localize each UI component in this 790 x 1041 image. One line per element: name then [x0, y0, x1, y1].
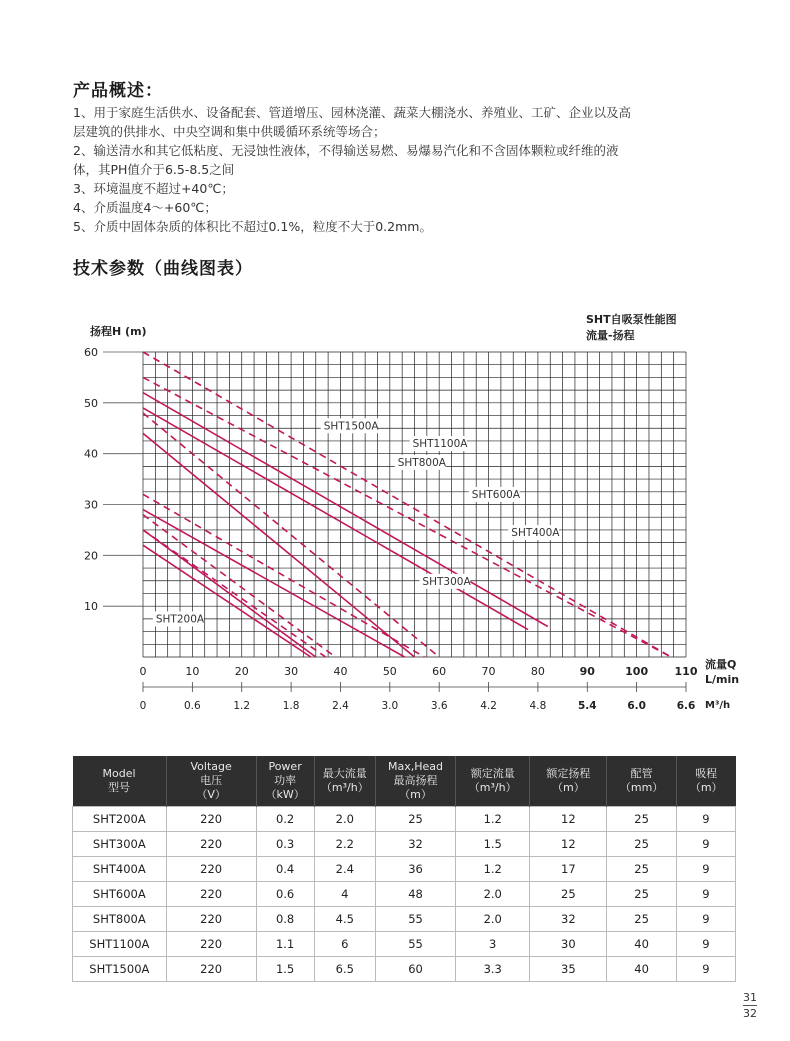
- table-cell: 9: [676, 832, 735, 857]
- table-cell: 30: [530, 932, 607, 957]
- table-row: [73, 857, 736, 882]
- table-cell: 2.0: [455, 882, 530, 907]
- x-axis-unit: L/min: [705, 673, 740, 686]
- column-header: [676, 756, 735, 807]
- x2-tick-label: 1.8: [282, 700, 300, 712]
- table-cell: 6.5: [314, 957, 376, 982]
- x-tick-label: 70: [481, 665, 496, 678]
- table-row: [73, 882, 736, 907]
- table-cell: SHT1500A: [73, 957, 167, 982]
- overview-line: 体，其PH值介于6.5-8.5之间: [73, 162, 235, 177]
- table-row: [73, 907, 736, 932]
- chart-title: SHT自吸泵性能图: [586, 313, 677, 326]
- table-cell: 25: [607, 807, 677, 832]
- table-cell: SHT400A: [73, 857, 167, 882]
- overview-line: 5、介质中固体杂质的体积比不超过0.1%，粒度不大于0.2mm。: [73, 219, 432, 234]
- table-cell: 25: [530, 882, 607, 907]
- curve-sht300a: [143, 515, 336, 657]
- table-cell: 2.0: [314, 807, 376, 832]
- y-tick-label: 10: [84, 600, 98, 614]
- column-header-line: （m）: [552, 781, 585, 794]
- spec-table-body: [73, 807, 736, 982]
- table-cell: 40: [607, 957, 677, 982]
- overview-line: 4、介质温度4～+60℃；: [73, 200, 217, 215]
- x-tick-label: 50: [382, 665, 397, 678]
- annotation-label: SHT1500A: [323, 420, 379, 433]
- table-cell: 1.2: [455, 807, 530, 832]
- column-header-line: 型号: [108, 781, 131, 794]
- table-cell: 9: [676, 882, 735, 907]
- overview-line: 1、用于家庭生活供水、设备配套、管道增压、园林浇灌、蔬菜大棚浇水、养殖业、工矿、企业以及高: [73, 105, 631, 120]
- table-cell: 220: [166, 957, 256, 982]
- table-cell: SHT300A: [73, 832, 167, 857]
- column-header-line: Model: [102, 767, 136, 780]
- overview-line: 2、输送清水和其它低粘度、无浸蚀性液体，不得输送易燃、易爆易汽化和不含固体颗粒或纤维的液: [73, 143, 619, 158]
- table-cell: 0.6: [256, 882, 314, 907]
- y-tick-label: 40: [84, 447, 98, 461]
- column-header: [73, 756, 167, 807]
- table-cell: 9: [676, 857, 735, 882]
- x-tick-label: 80: [530, 665, 545, 678]
- page-number-bottom: 32: [743, 1007, 757, 1020]
- page-number: [743, 991, 757, 1020]
- column-header-line: 功率: [274, 774, 297, 787]
- column-header: [166, 756, 256, 807]
- table-cell: 220: [166, 882, 256, 907]
- column-header-line: Power: [268, 760, 302, 773]
- column-header-line: 额定流量: [470, 767, 515, 780]
- table-cell: 2.4: [314, 857, 376, 882]
- table-cell: 55: [376, 932, 456, 957]
- table-cell: 32: [530, 907, 607, 932]
- x-tick-label: 20: [234, 665, 249, 678]
- overview-line: 层建筑的供排水、中央空调和集中供暖循环系统等场合；: [73, 124, 386, 139]
- x-tick-label: 60: [432, 665, 447, 678]
- table-cell: 0.4: [256, 857, 314, 882]
- table-cell: 0.3: [256, 832, 314, 857]
- chart-subtitle: 流量-扬程: [586, 329, 635, 342]
- column-header-line: （m）: [689, 781, 723, 794]
- spec-table: [72, 756, 736, 982]
- table-cell: 220: [166, 857, 256, 882]
- table-cell: 25: [607, 857, 677, 882]
- table-cell: 17: [530, 857, 607, 882]
- x2-tick-label: 0: [139, 700, 147, 712]
- column-header-line: 最高扬程: [393, 774, 438, 787]
- x2-tick-label: 1.2: [233, 700, 251, 712]
- x2-tick-label: 4.8: [529, 700, 547, 712]
- annotation-label: SHT300A: [422, 575, 471, 588]
- table-cell: SHT800A: [73, 907, 167, 932]
- x-tick-label: 40: [333, 665, 348, 678]
- annotation-label: SHT600A: [471, 488, 521, 501]
- x2-tick-label: 4.2: [480, 700, 497, 712]
- x2-axis-unit: M³/h: [705, 700, 731, 711]
- annotation-label: SHT1100A: [412, 438, 468, 451]
- column-header-line: 额定扬程: [546, 767, 591, 780]
- table-cell: 220: [166, 932, 256, 957]
- y-tick-label: 30: [84, 498, 98, 512]
- column-header: [314, 756, 376, 807]
- table-cell: SHT200A: [73, 807, 167, 832]
- x-axis-label: 流量Q: [705, 658, 737, 671]
- table-cell: 12: [530, 832, 607, 857]
- column-header: [455, 756, 530, 807]
- tech-params-title: 技术参数（曲线图表）: [73, 259, 253, 279]
- column-header: [530, 756, 607, 807]
- table-cell: 40: [607, 932, 677, 957]
- x-tick-label: 110: [674, 665, 698, 678]
- column-header-line: 最大流量: [322, 767, 367, 780]
- table-cell: 220: [166, 832, 256, 857]
- overview-title: 产品概述：: [73, 81, 163, 101]
- table-cell: 25: [607, 882, 677, 907]
- table-cell: 0.8: [256, 907, 314, 932]
- annotation-label: SHT800A: [397, 456, 446, 469]
- x-tick-label: 30: [284, 665, 299, 678]
- table-cell: 35: [530, 957, 607, 982]
- table-cell: 9: [676, 932, 735, 957]
- x-tick-label: 10: [185, 665, 200, 678]
- table-cell: 60: [376, 957, 456, 982]
- table-cell: 0.2: [256, 807, 314, 832]
- table-cell: 25: [376, 807, 456, 832]
- column-header: [607, 756, 677, 807]
- table-cell: 220: [166, 907, 256, 932]
- pump-performance-chart: [0, 300, 790, 720]
- curve-sht200a: [143, 545, 311, 657]
- column-header-line: （kW）: [265, 788, 305, 801]
- x-tick-label: 0: [139, 665, 147, 678]
- table-cell: 48: [376, 882, 456, 907]
- spec-table-header: [73, 756, 736, 807]
- column-header: [256, 756, 314, 807]
- y-tick-label: 20: [84, 549, 98, 563]
- x2-tick-label: 3.6: [430, 700, 448, 712]
- y-tick-label: 50: [84, 396, 98, 410]
- table-cell: SHT600A: [73, 882, 167, 907]
- column-header-line: Voltage: [190, 760, 232, 773]
- table-cell: 1.2: [455, 857, 530, 882]
- x2-tick-label: 6.6: [676, 700, 696, 712]
- column-header: [376, 756, 456, 807]
- table-cell: 12: [530, 807, 607, 832]
- table-cell: 25: [607, 907, 677, 932]
- table-cell: 25: [607, 832, 677, 857]
- table-cell: 2.2: [314, 832, 376, 857]
- table-cell: 55: [376, 907, 456, 932]
- annotation-label: SHT200A: [155, 613, 205, 626]
- column-header-line: （m³/h）: [320, 781, 369, 794]
- y-axis-label: 扬程H (m): [90, 325, 147, 338]
- overview-description: [73, 103, 753, 236]
- table-cell: 4.5: [314, 907, 376, 932]
- table-cell: 32: [376, 832, 456, 857]
- table-cell: 9: [676, 907, 735, 932]
- table-cell: SHT1100A: [73, 932, 167, 957]
- table-row: [73, 932, 736, 957]
- column-header-line: 吸程: [695, 767, 718, 780]
- table-cell: 9: [676, 957, 735, 982]
- page-number-divider: [743, 1005, 757, 1006]
- column-header-line: （mm）: [619, 781, 664, 794]
- column-header-line: （m³/h）: [468, 781, 517, 794]
- page-number-top: 31: [743, 991, 757, 1004]
- column-header-line: Max,Head: [388, 760, 444, 773]
- overview-line: 3、环境温度不超过+40℃；: [73, 181, 234, 196]
- column-header-line: 电压: [200, 774, 223, 787]
- table-cell: 36: [376, 857, 456, 882]
- table-cell: 1.1: [256, 932, 314, 957]
- table-cell: 6: [314, 932, 376, 957]
- x-tick-label: 100: [625, 665, 649, 678]
- table-cell: 1.5: [256, 957, 314, 982]
- x2-tick-label: 3.0: [381, 700, 399, 712]
- x2-tick-label: 2.4: [332, 700, 349, 712]
- x2-tick-label: 5.4: [577, 700, 597, 712]
- table-row: [73, 957, 736, 982]
- table-row: [73, 807, 736, 832]
- column-header-line: （m）: [399, 788, 432, 801]
- table-cell: 3: [455, 932, 530, 957]
- table-cell: 2.0: [455, 907, 530, 932]
- y-tick-label: 60: [84, 346, 98, 359]
- table-cell: 1.5: [455, 832, 530, 857]
- x2-tick-label: 6.0: [627, 700, 646, 712]
- table-cell: 4: [314, 882, 376, 907]
- x-tick-label: 90: [579, 665, 595, 678]
- annotation-label: SHT400A: [511, 527, 560, 540]
- column-header-line: 配管: [630, 767, 653, 780]
- table-row: [73, 832, 736, 857]
- column-header-line: （V）: [196, 788, 226, 801]
- table-cell: 3.3: [455, 957, 530, 982]
- table-cell: 220: [166, 807, 256, 832]
- table-cell: 9: [676, 807, 735, 832]
- x2-tick-label: 0.6: [184, 700, 201, 712]
